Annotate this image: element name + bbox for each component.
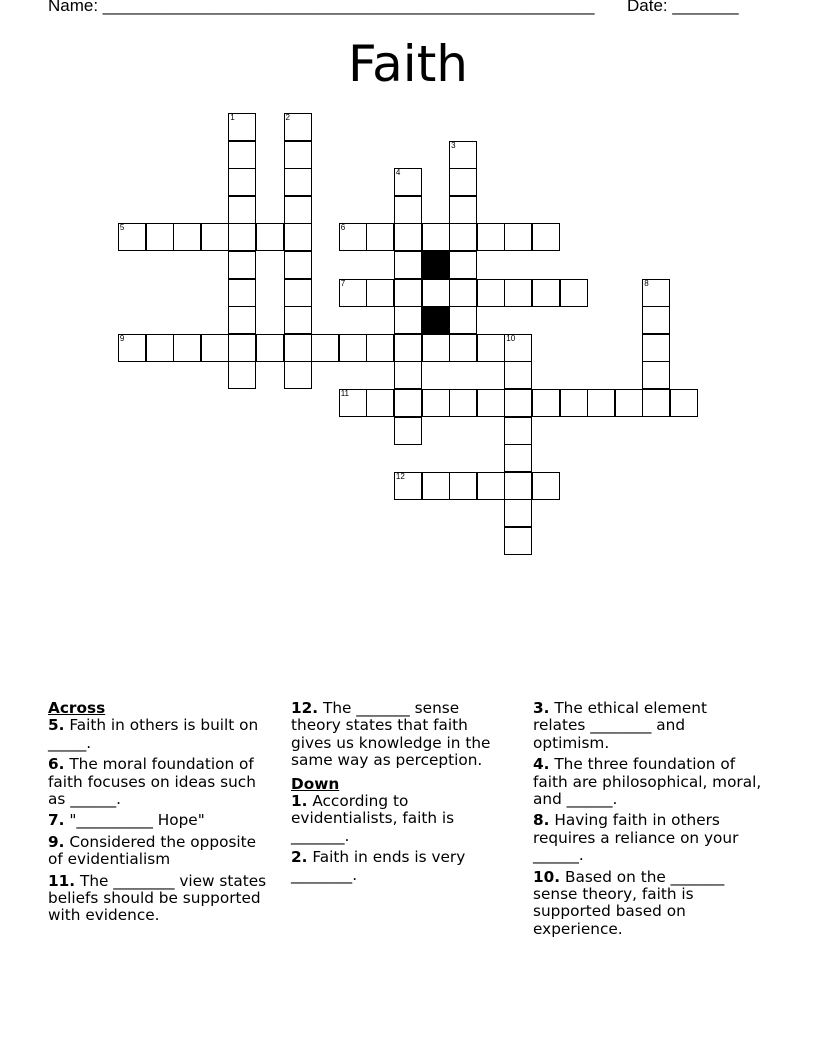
- crossword-cell[interactable]: [173, 334, 201, 362]
- crossword-cell[interactable]: [642, 306, 670, 334]
- crossword-cell[interactable]: [284, 141, 312, 169]
- clues-column-2: [291, 700, 511, 888]
- crossword-cell[interactable]: [284, 196, 312, 224]
- crossword-cell[interactable]: [228, 113, 256, 141]
- crossword-cell[interactable]: [228, 168, 256, 196]
- clue-number: 10: [506, 333, 516, 343]
- crossword-cell[interactable]: [504, 417, 532, 445]
- crossword-cell[interactable]: [284, 113, 312, 141]
- clues-column-1: [48, 700, 273, 929]
- crossword-cell[interactable]: [449, 279, 477, 307]
- crossword-cell[interactable]: [504, 527, 532, 555]
- crossword-cell[interactable]: [339, 389, 367, 417]
- down-heading: Down: [291, 774, 340, 793]
- crossword-cell[interactable]: [366, 223, 394, 251]
- clue-number: 9: [119, 333, 125, 343]
- clue-across-11: 11. The ________ view states beliefs should be supported with evidence.: [48, 871, 267, 925]
- clue-across-6: 6. The moral foundation of faith focuses on ideas such as ______.: [48, 755, 256, 809]
- crossword-cell[interactable]: [228, 334, 256, 362]
- crossword-cell[interactable]: [284, 168, 312, 196]
- crossword-cell[interactable]: [642, 334, 670, 362]
- crossword-cell[interactable]: [477, 279, 505, 307]
- crossword-cell[interactable]: [394, 334, 422, 362]
- clue-down-4: 4. The three foundation of faith are philosophical, moral, and ______.: [533, 755, 762, 809]
- crossword-cell[interactable]: [504, 472, 532, 500]
- black-square: [422, 306, 450, 334]
- crossword-cell[interactable]: [422, 223, 450, 251]
- clue-number: 11: [340, 388, 349, 398]
- crossword-cell[interactable]: [201, 334, 229, 362]
- crossword-cell[interactable]: [532, 389, 560, 417]
- crossword-cell[interactable]: [449, 334, 477, 362]
- crossword-cell[interactable]: [256, 334, 284, 362]
- crossword-cell[interactable]: [284, 361, 312, 389]
- crossword-cell[interactable]: [394, 417, 422, 445]
- crossword-cell[interactable]: [477, 223, 505, 251]
- crossword-cell[interactable]: [173, 223, 201, 251]
- crossword-cell[interactable]: [228, 306, 256, 334]
- crossword-cell[interactable]: [394, 251, 422, 279]
- crossword-cell[interactable]: [284, 306, 312, 334]
- crossword-cell[interactable]: [449, 472, 477, 500]
- crossword-cell[interactable]: [449, 168, 477, 196]
- date-field[interactable]: Date: _______: [627, 0, 739, 15]
- crossword-cell[interactable]: [560, 389, 588, 417]
- clue-down-8: 8. Having faith in others requires a reliance on your ______.: [533, 811, 739, 865]
- crossword-cell[interactable]: [146, 223, 174, 251]
- crossword-cell[interactable]: [449, 223, 477, 251]
- crossword-cell[interactable]: [118, 334, 146, 362]
- clue-down-3: 3. The ethical element relates ________ and optimism.: [533, 699, 707, 752]
- crossword-cell[interactable]: [560, 279, 588, 307]
- clue-down-10: 10. Based on the _______ sense theory, faith is supported based on experience.: [533, 867, 725, 938]
- crossword-cell[interactable]: [504, 389, 532, 417]
- crossword-cell[interactable]: [394, 168, 422, 196]
- crossword-cell[interactable]: [642, 389, 670, 417]
- crossword-cell[interactable]: [504, 334, 532, 362]
- crossword-cell[interactable]: [477, 389, 505, 417]
- name-field[interactable]: Name: ____________________________________________________: [48, 0, 595, 15]
- crossword-cell[interactable]: [615, 389, 643, 417]
- crossword-cell[interactable]: [477, 334, 505, 362]
- clue-number: 3: [451, 140, 456, 150]
- crossword-cell[interactable]: [449, 389, 477, 417]
- crossword-cell[interactable]: [449, 196, 477, 224]
- crossword-cell[interactable]: [532, 279, 560, 307]
- clue-number: 7: [340, 278, 346, 288]
- crossword-cell[interactable]: [449, 141, 477, 169]
- crossword-cell[interactable]: [394, 361, 422, 389]
- clue-down-1: 1. According to evidentialists, faith is _______.: [291, 792, 455, 845]
- crossword-cell[interactable]: [146, 334, 174, 362]
- crossword-cell[interactable]: [228, 279, 256, 307]
- crossword-cell[interactable]: [422, 334, 450, 362]
- crossword-cell[interactable]: [118, 223, 146, 251]
- crossword-cell[interactable]: [394, 279, 422, 307]
- crossword-cell[interactable]: [284, 279, 312, 307]
- crossword-cell[interactable]: [422, 389, 450, 417]
- crossword-cell[interactable]: [504, 499, 532, 527]
- crossword-cell[interactable]: [366, 279, 394, 307]
- crossword-cell[interactable]: [449, 306, 477, 334]
- crossword-cell[interactable]: [504, 279, 532, 307]
- crossword-cell[interactable]: [642, 361, 670, 389]
- crossword-cell[interactable]: [422, 472, 450, 500]
- crossword-cell[interactable]: [366, 334, 394, 362]
- clue-across-12: 12. The _______ sense theory states that faith gives us knowledge in the same way as perception.: [291, 699, 491, 770]
- crossword-cell[interactable]: [339, 334, 367, 362]
- crossword-cell[interactable]: [311, 334, 339, 362]
- black-square: [422, 251, 450, 279]
- crossword-cell[interactable]: [587, 389, 615, 417]
- clue-number: 4: [395, 168, 401, 178]
- puzzle-title: Faith: [348, 35, 468, 93]
- clue-number: 8: [644, 278, 649, 288]
- crossword-cell[interactable]: [284, 251, 312, 279]
- crossword-cell[interactable]: [504, 223, 532, 251]
- crossword-cell[interactable]: [394, 196, 422, 224]
- crossword-cell[interactable]: [394, 223, 422, 251]
- clue-number: 2: [285, 112, 290, 122]
- crossword-cell[interactable]: [256, 223, 284, 251]
- crossword-cell[interactable]: [366, 389, 394, 417]
- clue-number: 6: [340, 223, 346, 233]
- crossword-cell[interactable]: [394, 306, 422, 334]
- crossword-cell[interactable]: [201, 223, 229, 251]
- crossword-cell[interactable]: [532, 223, 560, 251]
- clue-number: 12: [395, 471, 405, 481]
- crossword-cell[interactable]: [504, 444, 532, 472]
- crossword-cell[interactable]: [394, 472, 422, 500]
- crossword-cell[interactable]: [532, 472, 560, 500]
- crossword-cell[interactable]: [477, 472, 505, 500]
- crossword-cell[interactable]: [284, 223, 312, 251]
- clue-across-9: 9. Considered the opposite of evidentialism: [48, 832, 257, 869]
- clue-number: 5: [119, 223, 125, 233]
- crossword-cell[interactable]: [228, 196, 256, 224]
- clue-across-5: 5. Faith in others is built on _____.: [48, 716, 259, 752]
- clue-down-2: 2. Faith in ends is very ________.: [291, 848, 466, 884]
- crossword-cell[interactable]: [339, 223, 367, 251]
- crossword-cell[interactable]: [670, 389, 698, 417]
- crossword-cell[interactable]: [394, 389, 422, 417]
- crossword-cell[interactable]: [339, 279, 367, 307]
- crossword-cell[interactable]: [228, 251, 256, 279]
- crossword-cell[interactable]: [228, 141, 256, 169]
- across-heading: Across: [48, 699, 106, 717]
- crossword-cell[interactable]: [504, 361, 532, 389]
- clues-column-3: [533, 700, 763, 942]
- crossword-cell[interactable]: [422, 279, 450, 307]
- crossword-cell[interactable]: [228, 223, 256, 251]
- crossword-cell[interactable]: [642, 279, 670, 307]
- clue-across-7: 7. "__________ Hope": [48, 811, 205, 830]
- crossword-cell[interactable]: [228, 361, 256, 389]
- clue-number: 1: [230, 112, 235, 122]
- crossword-cell[interactable]: [449, 251, 477, 279]
- crossword-cell[interactable]: [284, 334, 312, 362]
